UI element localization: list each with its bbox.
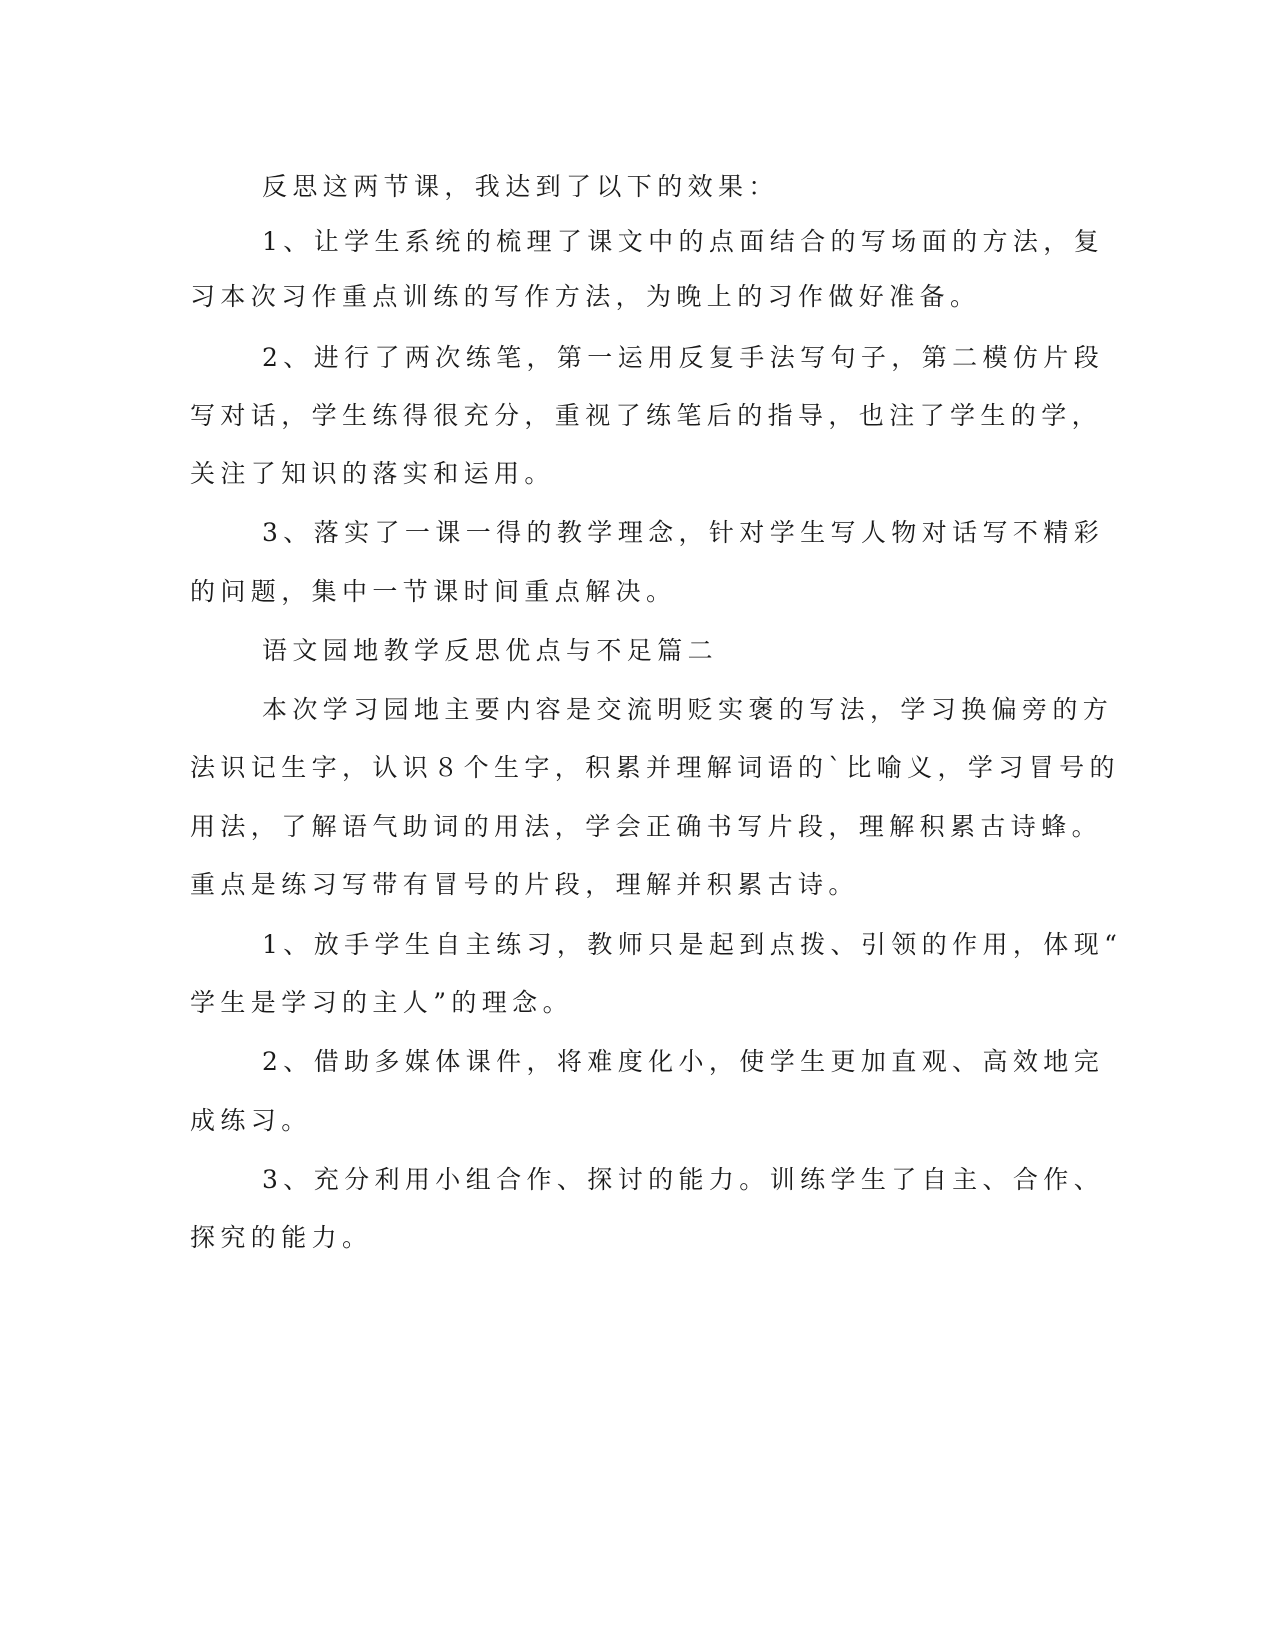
text-line: 法识记生字，认识８个生字，积累并理解词语的`比喻义，学习冒号的: [190, 753, 1120, 782]
text-line: 习本次习作重点训练的写作方法，为晚上的习作做好准备。: [190, 282, 981, 311]
text-line: 学生是学习的主人”的理念。: [190, 988, 573, 1017]
text-line: 成练习。: [190, 1106, 312, 1135]
text-line: 1、放手学生自主练习，教师只是起到点拨、引领的作用，体现“: [262, 930, 1123, 959]
text-line: 3、落实了一课一得的教学理念，针对学生写人物对话写不精彩: [262, 518, 1105, 547]
text-line: 用法，了解语气助词的用法，学会正确书写片段，理解积累古诗蜂。: [190, 812, 1103, 841]
text-line: 本次学习园地主要内容是交流明贬实褒的写法，学习换偏旁的方: [262, 695, 1114, 724]
section-heading: 语文园地教学反思优点与不足篇二: [262, 636, 719, 665]
text-line: 2、借助多媒体课件，将难度化小，使学生更加直观、高效地完: [262, 1047, 1105, 1076]
text-line: 反思这两节课，我达到了以下的效果：: [262, 172, 779, 201]
text-line: 关注了知识的落实和运用。: [190, 459, 555, 488]
text-line: 1、让学生系统的梳理了课文中的点面结合的写场面的方法，复: [262, 227, 1105, 256]
text-line: 写对话，学生练得很充分，重视了练笔后的指导，也注了学生的学，: [190, 401, 1103, 430]
text-line: 探究的能力。: [190, 1223, 373, 1252]
text-line: 3、充分利用小组合作、探讨的能力。训练学生了自主、合作、: [262, 1165, 1105, 1194]
text-line: 重点是练习写带有冒号的片段，理解并积累古诗。: [190, 870, 859, 899]
text-line: 2、进行了两次练笔，第一运用反复手法写句子，第二模仿片段: [262, 343, 1105, 372]
text-line: 的问题，集中一节课时间重点解决。: [190, 577, 677, 606]
